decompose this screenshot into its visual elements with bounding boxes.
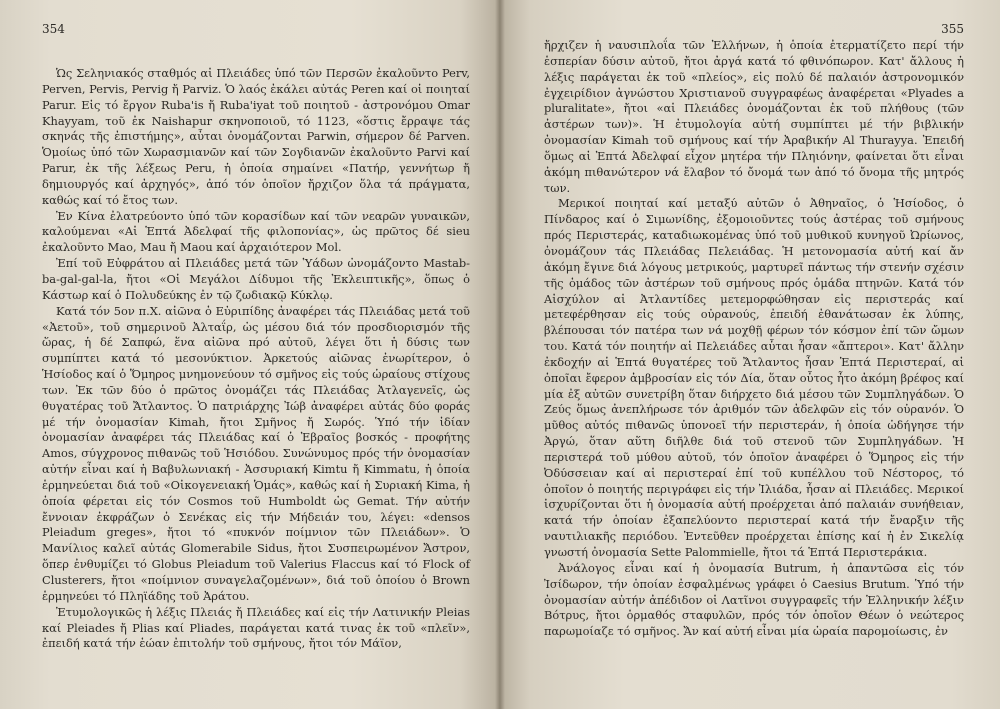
left-page-body (42, 66, 470, 652)
paragraph: Ὡς Σεληνιακός σταθμός αἱ Πλειάδες ὑπό τῶν Περσῶν ἐκαλοῦντο Perv, Perven, Pervis, Pervig ἤ Parviz. Ὁ λαός ἐκάλει αὐτάς Peren καί οἱ ποιηταί Parur. Εἰς τό ἔργον Ruba'is ἤ Ruba'iyat τοῦ ποιητοῦ - ἀστρονόμου Omar Khayyam, τοῦ ἐκ Naishapur σκηνοποιοῦ, τό 1123, «ὅστις ἔρραψε τάς σκηνάς τῆς ἐπιστήμης», αὗται ὀνομάζονται Parwin, σήμερον δέ Parven. Ὁμοίως ὑπό τῶν Χωρασμιανῶν καί τῶν Σογδιανῶν ἐκαλοῦντο Parvi καί Parur, ἐκ τῆς λέξεως Peru, ἡ ὁποία σημαίνει «Πατήρ, γεννήτωρ ἤ δημιουργός καί ἀρχηγός», ἀπό τόν ὁποῖον ἤρχιζον ὅλα τά πράγματα, καθώς καί τό ἔτος των. (42, 66, 470, 207)
right-page-body (544, 38, 964, 640)
right-page (500, 0, 1000, 709)
paragraph: Κατά τόν 5ον π.Χ. αἰῶνα ὁ Εὐριπίδης ἀναφέρει τάς Πλειάδας μετά τοῦ «Ἀετοῦ», τοῦ σημερινοῦ Ἀλταΐρ, ὡς μέσου διά τόν προσδιορισμόν τῆς ὥρας, ἡ δέ Σαπφώ, ἕνα αἰῶνα πρό αὐτοῦ, λέγει ὅτι ἡ δύσις των συμπίπτει κατά τό μεσονύκτιον. Ἀρκετούς αἰῶνας ἐνωρίτερον, ὁ Ἡσίοδος καί ὁ Ὅμηρος μνημονεύουν τό σμῆνος εἰς τούς ὡραίους στίχους των. Ἐκ τῶν δύο ὁ πρῶτος ὀνομάζει τάς Πλειάδας Ἀτλαγενεῖς, ὡς θυγατέρας τοῦ Ἄτλαντος. Ὁ πατριάρχης Ἰώβ ἀναφέρει αὐτάς δύο φοράς μέ τήν ὀνομασίαν Kimah, ἤτοι Σμῆνος ἤ Σωρός. Ὑπό τήν ἰδίαν ὀνομασίαν ἀναφέρει τάς Πλειάδας καί ὁ Ἑβραῖος βοσκός - προφήτης Amos, σύγχρονος πιθανῶς τοῦ Ἡσιόδου. Συνώνυμος πρός τήν ὀνομασίαν αὐτήν εἶναι καί ἡ Βαβυλωνιακή - Ἀσσυριακή Kimtu ἤ Kimmatu, ἡ ὁποία ἑρμηνεύεται διά τοῦ «Οἰκογενειακή Ὁμάς», καθώς καί ἡ Συριακή Kima, ἡ ὁποία φέρεται εἰς τόν Cosmos τοῦ Humboldt ὡς Gemat. Τήν αὐτήν ἔννοιαν ἐκφράζων ὁ Σενέκας εἰς τήν Μήδειάν του, λέγει: «densos Pleiadum greges», ἤτοι τό «πυκνόν ποίμνιον τῶν Πλειάδων». Ὁ Μανίλιος καλεῖ αὐτάς Glomerabile Sidus, ἤτοι Συσπειρωμένον Ἄστρον, ὅπερ ἐνθυμίζει τό Globus Pleiadum τοῦ Valerius Flaccus καί τό Flock of Clusterers, ἤτοι «ποίμνιον συναγελαζομένων», διά τοῦ ὁποίου ὁ Brown ἑρμηνεύει τό Πληϊάδης τοῦ Ἀράτου. (42, 303, 470, 603)
paragraph: Ἐπί τοῦ Εὐφράτου αἱ Πλειάδες μετά τῶν Ὑάδων ὠνομάζοντο Mastab-ba-gal-gal-la, ἤτοι «Οἱ Μεγάλοι Δίδυμοι τῆς Ἐκλειπτικῆς», ὅπως ὁ Κάστωρ καί ὁ Πολυδεύκης ἐν τῷ ζωδιακῷ Κύκλῳ. (42, 256, 470, 302)
page-number-right: 355 (941, 22, 964, 36)
paragraph: Ἐτυμολογικῶς ἡ λέξις Πλειάς ἤ Πλειάδες καί εἰς τήν Λατινικήν Pleias καί Pleiades ἤ Plias καί Pliades, παράγεται κατά τινας ἐκ τοῦ «πλεῖν», ἐπειδή κατά τήν ἑώαν ἐπιτολήν τοῦ σμήνους, ἤτοι τόν Μάϊον, (42, 604, 470, 651)
page-number-left: 354 (42, 22, 65, 36)
paragraph: Ἐν Κίνα ἐλατρεύοντο ὑπό τῶν κορασίδων καί τῶν νεαρῶν γυναικῶν, καλούμεναι «Αἱ Ἑπτά Ἀδελφαί τῆς φιλοπονίας», ὡς πρῶτος δέ sieu ἐκαλοῦντο Mao, Mau ἤ Maou καί ἀρχαιότερον Mol. (42, 208, 470, 255)
paragraph: ἤρχιζεν ἡ ναυσιπλοΐα τῶν Ἑλλήνων, ἡ ὁποία ἐτερματίζετο περί τήν ἑσπερίαν δύσιν αὐτοῦ, ἤτοι ἀργά κατά τό φθινόπωρον. Κατ' ἄλλους ἡ λέξις παράγεται ἐκ τοῦ «πλείος», εἰς πολύ δέ παλαιόν ἀστρονομικόν ἐγχειρίδιον ἀγνώστου Χριστιανοῦ συγγραφέως ἀναφέρεται «Plyades a pluralitate», ἤτοι «αἱ Πλειάδες ὀνομάζονται ἐκ τοῦ πλήθους (τῶν ἀστέρων των)». Ἡ ἐτυμολογία αὐτή συμπίπτει μέ τήν βιβλικήν ὀνομασίαν Kimah τοῦ σμήνους καί τήν Ἀραβικήν Al Thurayya. Ἐπειδή ὅμως αἱ Ἑπτά Ἀδελφαί εἶχον μητέρα τήν Πληιόνην, φαίνεται ὅτι εἶναι ἀκόμη πιθανώτερον νά ἔλαβον τό ὄνομά των ἀπό τό ὄνομα τῆς μητρός των. (544, 38, 964, 195)
paragraph: Μερικοί ποιηταί καί μεταξύ αὐτῶν ὁ Ἀθηναῖος, ὁ Ἡσίοδος, ὁ Πίνδαρος καί ὁ Σιμωνίδης, ἐξομοιοῦντες τούς ἀστέρας τοῦ σμήνους πρός Περιστεράς, καταδιωκομένας ὑπό τοῦ μυθικοῦ κυνηγοῦ Ὠρίωνος, ὀνομάζουν τάς Πλειάδας Πελειάδας. Ἡ μετονομασία αὐτή καί ἄν ἀκόμη ἔγινε διά λόγους μετρικούς, μαρτυρεῖ πάντως τήν στενήν σχέσιν τῆς ὁμάδος τῶν ἀστέρων τοῦ σμήνους πρός ὁμάδα πτηνῶν. Κατά τόν Αἰσχύλον αἱ Ἀτλαντίδες μετεμορφώθησαν εἰς περιστεράς καί μετεφέρθησαν εἰς τούς οὐρανούς, ἐπειδή ἐθανάτωσαν ἐκ λύπης, βλέπουσαι τόν πατέρα των νά μοχθῇ φέρων τόν κόσμον ἐπί τῶν ὤμων του. Κατά τόν ποιητήν αἱ Πελειάδες αὗται ἦσαν «ἄπτεροι». Κατ' ἄλλην ἐκδοχήν αἱ Ἑπτά θυγατέρες τοῦ Ἄτλαντος ἦσαν Ἑπτά Περιστεραί, αἱ ὁποῖαι ἔφερον ἀμβροσίαν εἰς τόν Δία, ὅταν οὗτος ἦτο ἀκόμη βρέφος καί μία ἐξ αὐτῶν συνετρίβη ὅταν διήρχετο διά μέσου τῶν Συμπληγάδων. Ὁ Ζεύς ὅμως ἀνεπλήρωσε τόν ἀριθμόν τῶν ἀδελφῶν εἰς τόν οὐρανόν. Ὁ μῦθος αὐτός πιθανῶς ὑπονοεῖ τήν περιστεράν, ἡ ὁποία ὡδήγησε τήν Ἀργώ, ὅταν αὕτη διῆλθε διά τοῦ στενοῦ τῶν Συμπληγάδων. Ἡ περιστερά τοῦ μύθου αὐτοῦ, τόν ὁποῖον ἀναφέρει ὁ Ὅμηρος εἰς τήν Ὀδύσσειαν καί αἱ περιστεραί ἐπί τοῦ κυπέλλου τοῦ Νέστορος, τό ὁποῖον ὁ ποιητής περιγράφει εἰς τήν Ἰλιάδα, ἦσαν αἱ Πλειάδες. Μερικοί ἰσχυρίζονται ὅτι ἡ ὀνομασία αὐτή προέρχεται ἀπό παλαιάν συνήθειαν, κατά τήν ὁποίαν ἐξαπελύοντο περιστεραί κατά τήν ἔναρξιν τῆς ναυτιλιακῆς περιόδου. Ἐντεῦθεν προέρχεται ἐπίσης καί ἡ ἐν Σικελίᾳ γνωστή ὀνομασία Sette Palommielle, ἤτοι τά Ἑπτά Περιστεράκια. (544, 196, 964, 559)
paragraph: Ἀνάλογος εἶναι καί ἡ ὀνομασία Butrum, ἡ ἀπαντῶσα εἰς τόν Ἰσίδωρον, τήν ὁποίαν ἐσφαλμένως γράφει ὁ Caesius Brutum. Ὑπό τήν ὀνομασίαν αὐτήν ἀπέδιδον οἱ Λατῖνοι συγγραφεῖς τήν Ἑλληνικήν λέξιν Βότρυς, ἤτοι ὁρμαθός σταφυλῶν, πρός τόν ὁποῖον Θέων ὁ νεώτερος παρωμοίαζε τό σμῆνος. Ἄν καί αὐτή εἶναι μία ὡραία παρομοίωσις, ἐν (544, 560, 964, 639)
